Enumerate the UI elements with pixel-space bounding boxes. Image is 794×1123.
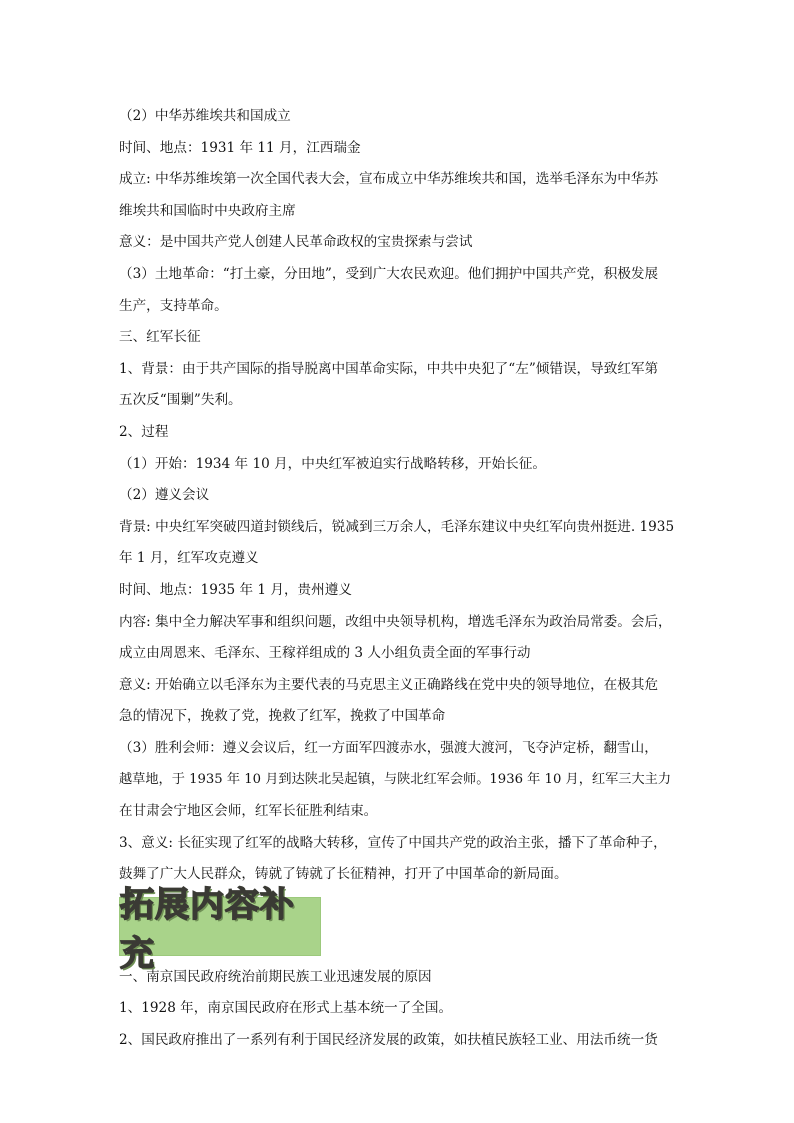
section-heading-long-march: 三、红军长征	[119, 329, 201, 346]
paragraph-line: 1、背景：由于共产国际的指导脱离中国革命实际，中共中央犯了“左”倾错误，导致红军第	[119, 360, 659, 377]
paragraph-line: 成立: 中华苏维埃第一次全国代表大会，宣布成立中华苏维埃共和国，选举毛泽东为中华苏	[119, 171, 659, 188]
paragraph-line: （3）土地革命：“打土豪，分田地”，受到广大农民欢迎。他们拥护中国共产党，积极发展	[119, 265, 659, 282]
paragraph-line: （3）胜利会师：遵义会议后，红一方面军四渡赤水，强渡大渡河，飞夺泸定桥，翻雪山，	[119, 739, 658, 756]
paragraph-line: 五次反“围剿”失利。	[119, 392, 242, 409]
section-heading-industry: 一、南京国民政府统治前期民族工业迅速发展的原因	[119, 968, 432, 985]
paragraph-line: 年 1 月，红军攻克遵义	[119, 550, 259, 567]
paragraph-line: 越草地，于 1935 年 10 月到达陕北吴起镇，与陕北红军会师。1936 年 10 月，红军三大主力	[119, 772, 672, 788]
paragraph-line: 2、国民政府推出了一系列有利于国民经济发展的政策，如扶植民族轻工业、用法币统一货	[119, 1032, 658, 1049]
paragraph-line: 意义：是中国共产党人创建人民革命政权的宝贵探索与尝试	[119, 234, 473, 251]
paragraph-line: 1、1928 年，南京国民政府在形式上基本统一了全国。	[119, 1000, 453, 1017]
paragraph-line: 急的情况下，挽救了党，挽救了红军，挽救了中国革命	[119, 708, 446, 725]
banner-title: 拓展内容补充	[120, 885, 295, 975]
paragraph-line: 生产，支持革命。	[119, 297, 228, 314]
paragraph-line: 内容: 集中全力解决军事和组织问题，改组中央领导机构，增选毛泽东为政治局常委。会后，	[119, 613, 672, 630]
subheading-process: 2、过程	[119, 423, 169, 440]
paragraph-line: 鼓舞了广大人民群众，铸就了铸就了长征精神，打开了中国革命的新局面。	[119, 866, 568, 883]
extension-content-banner	[119, 885, 321, 975]
subheading-zunyi-meeting: （2）遵义会议	[119, 487, 210, 504]
paragraph-line: 3、意义: 长征实现了红军的战略大转移，宣传了中国共产党的政治主张，播下了革命种子，	[119, 834, 667, 851]
paragraph-line: 时间、地点：1931 年 11 月，江西瑞金	[119, 139, 361, 156]
paragraph-line: 时间、地点：1935 年 1 月，贵州遵义	[119, 581, 352, 598]
paragraph-line: 背景: 中央红军突破四道封锁线后，锐减到三万余人，毛泽东建议中央红军向贵州挺进. 1935	[119, 518, 675, 535]
document-body	[119, 101, 679, 1057]
paragraph-line: 在甘肃会宁地区会师，红军长征胜利结束。	[119, 803, 378, 820]
paragraph-line: 意义: 开始确立以毛泽东为主要代表的马克思主义正确路线在党中央的领导地位，在极其危	[119, 676, 659, 693]
paragraph-line: 维埃共和国临时中央政府主席	[119, 202, 296, 219]
subheading-soviet-republic: （2）中华苏维埃共和国成立	[119, 108, 291, 124]
paragraph-line: （1）开始：1934 年 10 月，中央红军被迫实行战略转移，开始长征。	[119, 455, 546, 472]
paragraph-line: 成立由周恩来、毛泽东、王稼祥组成的 3 人小组负责全面的军事行动	[119, 645, 531, 662]
